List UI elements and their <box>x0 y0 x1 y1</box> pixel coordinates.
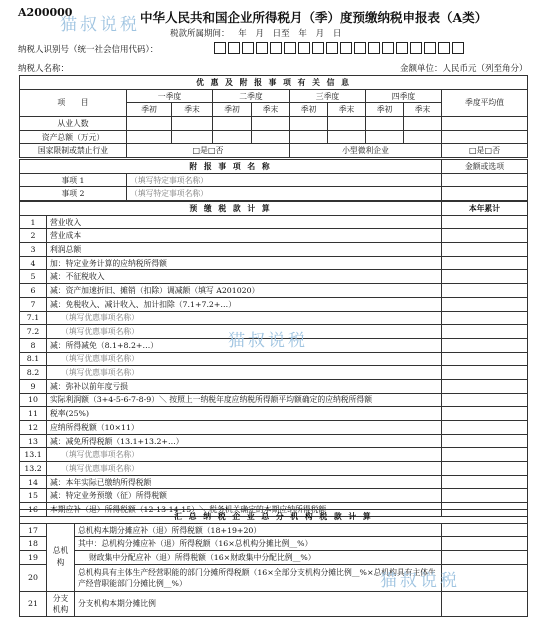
input-cell[interactable] <box>442 173 528 187</box>
prepay-row <box>20 489 528 503</box>
row-number: 17 <box>20 523 47 537</box>
taxid-label: 纳税人识别号（统一社会信用代码）： <box>18 45 159 55</box>
row-number: 8 <box>20 338 47 352</box>
row-text: 减：资产加速折旧、摊销（扣除）调减额（填写 A201020） <box>47 284 442 298</box>
input-cell[interactable] <box>442 338 528 352</box>
taxid-digit-box[interactable] <box>340 42 352 54</box>
prepay-row <box>20 462 528 476</box>
taxid-digit-box[interactable] <box>298 42 310 54</box>
taxid-digit-box[interactable] <box>242 42 254 54</box>
prepay-row <box>20 256 528 270</box>
taxid-digit-box[interactable] <box>354 42 366 54</box>
period-year-end: 年 <box>298 29 307 39</box>
row-number: 12 <box>20 421 47 435</box>
period-month-end: 月 <box>315 29 325 39</box>
attach-table <box>19 159 528 201</box>
row-text: 减：弥补以前年度亏损 <box>47 379 442 393</box>
row-text: 营业成本 <box>47 229 442 243</box>
row-text: 其中：总机构分摊应补（退）所得税额（16×总机构分摊比例__%） <box>75 537 442 551</box>
attach-row <box>20 187 528 201</box>
taxid-digit-box[interactable] <box>284 42 296 54</box>
watermark-bottom: 猫叔说税 <box>380 571 460 591</box>
row-number: 20 <box>20 564 47 591</box>
period-day-start: 日至 <box>272 29 290 39</box>
row-text: 总机构本期分摊应补（退）所得税额（18+19+20） <box>75 523 442 537</box>
input-cell[interactable] <box>442 523 528 537</box>
q3-end: 季末 <box>328 103 366 117</box>
input-cell[interactable] <box>328 130 366 144</box>
row-text: 应纳所得税额（10×11） <box>47 421 442 435</box>
input-cell[interactable] <box>172 130 213 144</box>
row-number: 16 <box>20 503 47 517</box>
attach-right-header: 金额或选项 <box>442 160 528 174</box>
period-month-start: 月 <box>255 29 264 39</box>
input-cell[interactable] <box>442 379 528 393</box>
input-cell[interactable] <box>442 130 528 144</box>
attach-row <box>20 173 528 187</box>
period-year-start: 年 <box>238 29 247 39</box>
form-code: A200000 <box>18 6 73 19</box>
row-number: 10 <box>20 393 47 407</box>
prepay-row <box>20 284 528 298</box>
prepay-row <box>20 215 528 229</box>
tax-period <box>170 27 347 39</box>
input-cell[interactable] <box>213 117 252 131</box>
q3-header: 三季度 <box>290 89 366 103</box>
row-text: （填写优惠事项名称） <box>47 325 442 339</box>
attach-title: 附 报 事 项 名 称 <box>20 160 442 174</box>
row-text: 减：减免所得税额（13.1+13.2+…） <box>47 434 442 448</box>
employees-row <box>20 117 528 131</box>
summary-title: 汇 总 纳 税 企 业 总 分 机 构 税 款 计 算 <box>20 510 528 524</box>
taxid-digit-box[interactable] <box>368 42 380 54</box>
q1-start: 季初 <box>127 103 172 117</box>
q1-header: 一季度 <box>127 89 213 103</box>
taxid-digit-box[interactable] <box>270 42 282 54</box>
input-cell[interactable] <box>328 117 366 131</box>
small-enterprise-checkbox[interactable]: □是□否 <box>442 144 528 158</box>
q4-header: 四季度 <box>366 89 442 103</box>
restricted-label: 国家限制或禁止行业 <box>20 144 127 158</box>
prepay-row <box>20 270 528 284</box>
assets-label: 资产总额（万元） <box>20 130 127 144</box>
branch-label: 分支机构 <box>47 591 75 616</box>
row-text: 利润总额 <box>47 243 442 257</box>
watermark-top: 猫叔说税 <box>60 15 140 35</box>
taxid-digit-box[interactable] <box>382 42 394 54</box>
input-cell[interactable] <box>127 130 172 144</box>
row-text: （填写优惠事项名称） <box>47 311 442 325</box>
prepay-row <box>20 243 528 257</box>
taxid-digit-box[interactable] <box>410 42 422 54</box>
row-number: 15 <box>20 489 47 503</box>
input-cell[interactable] <box>290 117 328 131</box>
input-cell[interactable] <box>252 130 290 144</box>
input-cell[interactable] <box>442 489 528 503</box>
input-cell[interactable] <box>442 434 528 448</box>
prepay-row <box>20 407 528 421</box>
input-cell[interactable] <box>442 325 528 339</box>
prepay-row <box>20 297 528 311</box>
taxid-digit-box[interactable] <box>228 42 240 54</box>
input-cell[interactable] <box>290 130 328 144</box>
row-text: 减：特定业务预缴（征）所得税额 <box>47 489 442 503</box>
row-number: 1 <box>20 215 47 229</box>
row-number: 6 <box>20 284 47 298</box>
attach-item-label: 事项 1 <box>20 173 127 187</box>
row-text: （填写优惠事项名称） <box>47 448 442 462</box>
input-cell[interactable] <box>442 537 528 551</box>
input-cell[interactable] <box>172 117 213 131</box>
row-number: 4 <box>20 256 47 270</box>
input-cell[interactable] <box>404 130 442 144</box>
row-number: 7.2 <box>20 325 47 339</box>
prepay-row <box>20 448 528 462</box>
input-cell[interactable] <box>127 117 172 131</box>
input-cell[interactable] <box>442 229 528 243</box>
prepay-row <box>20 421 528 435</box>
input-cell[interactable] <box>442 407 528 421</box>
row-text: 财政集中分配应补（退）所得税额（16×财政集中分配比例__%） <box>75 551 442 565</box>
row-number: 13 <box>20 434 47 448</box>
input-cell[interactable] <box>404 117 442 131</box>
q2-end: 季末 <box>252 103 290 117</box>
summary-table <box>19 509 528 617</box>
taxid-digit-box[interactable] <box>452 42 464 54</box>
prepay-row <box>20 434 528 448</box>
row-number: 7 <box>20 297 47 311</box>
taxid-digit-box[interactable] <box>438 42 450 54</box>
row-text: 减：不征税收入 <box>47 270 442 284</box>
input-cell[interactable] <box>442 393 528 407</box>
prepay-row <box>20 352 528 366</box>
input-cell[interactable] <box>442 421 528 435</box>
prepay-row <box>20 229 528 243</box>
prepay-row <box>20 393 528 407</box>
row-number: 18 <box>20 537 47 551</box>
q2-start: 季初 <box>213 103 252 117</box>
row-number: 3 <box>20 243 47 257</box>
row-number: 19 <box>20 551 47 565</box>
taxid-digit-box[interactable] <box>326 42 338 54</box>
attach-item-hint[interactable]: （填写特定事项名称） <box>127 173 442 187</box>
taxid-digit-box[interactable] <box>312 42 324 54</box>
q4-end: 季末 <box>404 103 442 117</box>
input-cell[interactable] <box>442 284 528 298</box>
row-number: 5 <box>20 270 47 284</box>
input-cell[interactable] <box>442 366 528 380</box>
attach-item-label: 事项 2 <box>20 187 127 201</box>
restricted-checkbox[interactable]: □是□否 <box>127 144 290 158</box>
input-cell[interactable] <box>442 551 528 565</box>
row-number: 8.1 <box>20 352 47 366</box>
input-cell[interactable] <box>252 117 290 131</box>
period-day-end: 日 <box>332 29 342 39</box>
info-table <box>19 75 528 158</box>
row-number: 13.2 <box>20 462 47 476</box>
row-text: 减：免税收入、减计收入、加计扣除（7.1+7.2+…） <box>47 297 442 311</box>
row-text: 加：特定业务计算的应纳税所得额 <box>47 256 442 270</box>
input-cell[interactable] <box>442 243 528 257</box>
assets-row <box>20 130 528 144</box>
taxid-digit-box[interactable] <box>424 42 436 54</box>
input-cell[interactable] <box>442 256 528 270</box>
input-cell[interactable] <box>366 117 404 131</box>
row-number: 9 <box>20 379 47 393</box>
row-number: 21 <box>20 591 47 616</box>
input-cell[interactable] <box>442 591 528 616</box>
period-label: 税款所属期间： <box>170 29 230 39</box>
row-text: 实际利润额（3+4-5-6-7-8-9）＼ 按照上一纳税年度应纳税所得额平均额确定的应纳税所得额 <box>47 393 442 407</box>
input-cell[interactable] <box>442 297 528 311</box>
taxid-boxes[interactable] <box>214 42 466 54</box>
input-cell[interactable] <box>442 475 528 489</box>
currency-unit: 金额单位：人民币元（列至角分） <box>400 64 528 74</box>
taxpayer-name-label: 纳税人名称： <box>18 64 70 74</box>
input-cell[interactable] <box>442 117 528 131</box>
summary-row <box>20 551 528 565</box>
prepay-right-header: 本年累计 <box>442 202 528 216</box>
row-text: 营业收入 <box>47 215 442 229</box>
row-number: 7.1 <box>20 311 47 325</box>
taxid-digit-box[interactable] <box>214 42 226 54</box>
summary-row <box>20 537 528 551</box>
row-number: 2 <box>20 229 47 243</box>
row-text: （填写优惠事项名称） <box>47 366 442 380</box>
row-text: （填写优惠事项名称） <box>47 462 442 476</box>
row-text: 减：所得减免（8.1+8.2+…） <box>47 338 442 352</box>
row-text: 税率(25%) <box>47 407 442 421</box>
restricted-row <box>20 144 528 158</box>
row-text: 总机构具有主体生产经营职能的部门分摊所得税额（16×全部分支机构分摊比例__%×总机构具有主体生产经营职能部门分摊比例__%） <box>75 564 442 591</box>
row-text: （填写优惠事项名称） <box>47 352 442 366</box>
watermark-middle: 猫叔说税 <box>228 331 308 351</box>
prepay-row <box>20 366 528 380</box>
head-office-label: 总机构 <box>47 523 75 591</box>
attach-item-hint[interactable]: （填写特定事项名称） <box>127 187 442 201</box>
row-text: 分支机构本期分摊比例 <box>75 591 442 616</box>
row-number: 13.1 <box>20 448 47 462</box>
avg-header: 季度平均值 <box>442 89 528 116</box>
input-cell[interactable] <box>442 462 528 476</box>
row-number: 14 <box>20 475 47 489</box>
item-header: 项 目 <box>20 89 127 116</box>
prepay-table <box>19 201 528 517</box>
input-cell[interactable] <box>442 187 528 201</box>
row-text: 本期应补（退）所得税额（12-13-14-15）＼ 税务机关确定的本期应纳所得税额 <box>47 503 442 517</box>
row-number: 8.2 <box>20 366 47 380</box>
prepay-row <box>20 475 528 489</box>
prepay-row <box>20 379 528 393</box>
input-cell[interactable] <box>366 130 404 144</box>
summary-row <box>20 523 528 537</box>
small-enterprise-label: 小型微利企业 <box>290 144 442 158</box>
form-title: 中华人民共和国企业所得税月（季）度预缴纳税申报表（A类） <box>140 10 488 25</box>
prepay-title: 预 缴 税 款 计 算 <box>20 202 442 216</box>
employees-label: 从业人数 <box>20 117 127 131</box>
q1-end: 季末 <box>172 103 213 117</box>
input-cell[interactable] <box>213 130 252 144</box>
summary-row <box>20 591 528 616</box>
taxid-digit-box[interactable] <box>396 42 408 54</box>
q3-start: 季初 <box>290 103 328 117</box>
row-text: 减：本年实际已缴纳所得税额 <box>47 475 442 489</box>
input-cell[interactable] <box>442 270 528 284</box>
input-cell[interactable] <box>442 448 528 462</box>
input-cell[interactable] <box>442 311 528 325</box>
info-title: 优 惠 及 附 报 事 项 有 关 信 息 <box>20 76 528 90</box>
input-cell[interactable] <box>442 215 528 229</box>
q4-start: 季初 <box>366 103 404 117</box>
prepay-row <box>20 311 528 325</box>
row-number: 11 <box>20 407 47 421</box>
taxid-digit-box[interactable] <box>256 42 268 54</box>
input-cell[interactable] <box>442 352 528 366</box>
q2-header: 二季度 <box>213 89 290 103</box>
